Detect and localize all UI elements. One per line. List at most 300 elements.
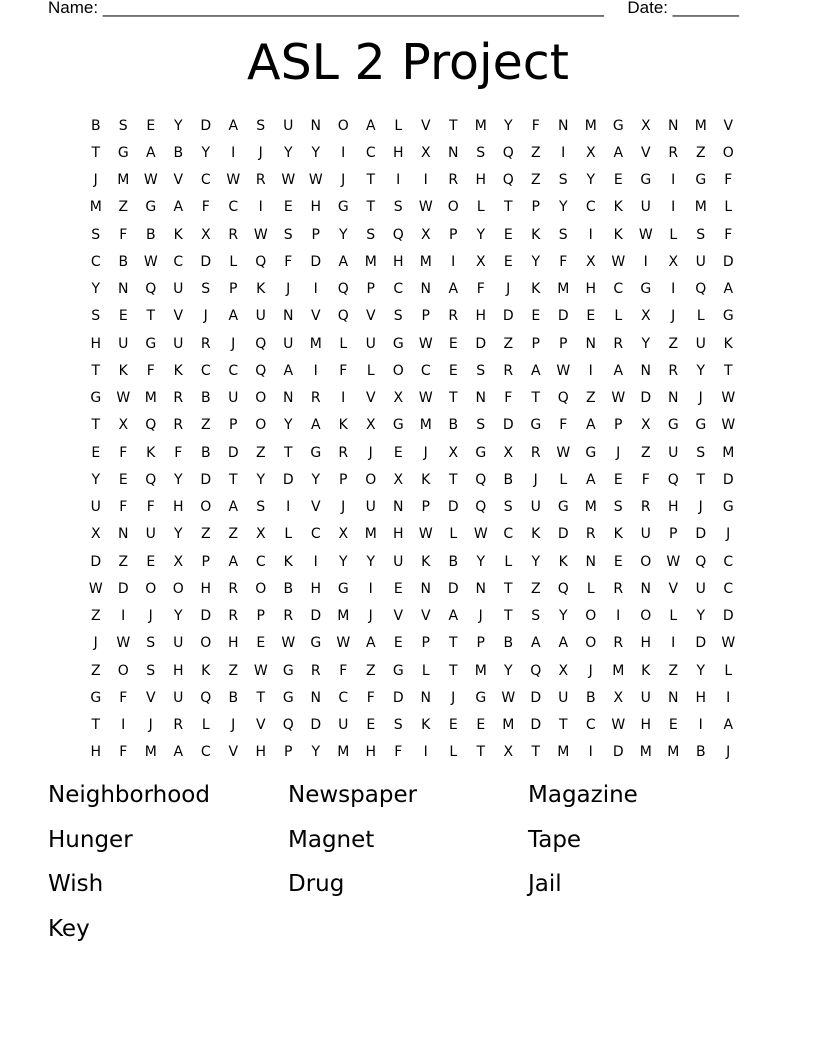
grid-letter: D (722, 471, 734, 488)
grid-letter: R (613, 580, 624, 597)
grid-letter: X (90, 526, 101, 543)
grid-letter: K (613, 199, 623, 216)
grid-letter: W (638, 226, 653, 243)
word-search-grid (82, 112, 742, 766)
grid-letter: W (418, 526, 433, 543)
grid-letter: Q (392, 226, 404, 243)
grid-letter: U (283, 117, 294, 134)
grid-letter: M (694, 117, 707, 134)
grid-letter: C (310, 526, 321, 543)
grid-letter: X (503, 444, 514, 461)
date-label: Date: (627, 0, 669, 17)
grid-letter: C (200, 744, 211, 761)
grid-letter: V (228, 744, 239, 761)
grid-letter: J (203, 308, 208, 325)
grid-letter: L (339, 335, 348, 352)
grid-letter: N (558, 117, 569, 134)
grid-letter: K (421, 471, 431, 488)
grid-letter: B (695, 744, 706, 761)
grid-letter: H (227, 635, 239, 652)
grid-letter: G (282, 662, 294, 679)
grid-letter: L (724, 662, 733, 679)
grid-letter: T (91, 717, 101, 734)
grid-letter: A (173, 199, 184, 216)
grid-letter: S (118, 117, 128, 134)
grid-letter: P (256, 608, 265, 625)
grid-letter: S (256, 499, 266, 516)
grid-letter: S (201, 281, 211, 298)
grid-letter: U (668, 444, 679, 461)
grid-letter: Y (696, 362, 706, 379)
grid-letter: D (200, 253, 212, 270)
grid-letter: P (449, 226, 458, 243)
grid-letter: M (584, 499, 597, 516)
grid-letter: G (695, 172, 707, 189)
grid-letter: B (448, 553, 459, 570)
grid-letter: V (420, 117, 431, 134)
grid-letter: W (611, 717, 626, 734)
grid-letter: Y (91, 471, 101, 488)
grid-letter: V (310, 499, 321, 516)
grid-letter: F (119, 499, 128, 516)
grid-letter: U (118, 335, 129, 352)
grid-letter: D (557, 526, 569, 543)
grid-letter: C (90, 253, 101, 270)
grid-letter: X (558, 662, 569, 679)
word-list-item: Jail (528, 871, 562, 897)
grid-letter: J (286, 281, 291, 298)
grid-letter: T (503, 580, 513, 597)
grid-letter: Y (338, 226, 348, 243)
grid-letter: V (173, 172, 184, 189)
grid-letter: J (93, 172, 98, 189)
grid-letter: J (726, 526, 731, 543)
grid-letter: G (612, 117, 624, 134)
grid-letter: N (585, 553, 596, 570)
grid-letter: T (146, 308, 156, 325)
grid-letter: M (557, 744, 570, 761)
grid-letter: A (145, 144, 156, 161)
grid-letter: H (310, 199, 322, 216)
date-field[interactable]: _______ (672, 0, 739, 17)
grid-letter: G (310, 444, 322, 461)
word-list-item: Magazine (528, 782, 638, 808)
grid-letter: H (640, 635, 652, 652)
grid-letter: M (612, 662, 625, 679)
grid-letter: T (91, 362, 101, 379)
word-list-item: Hunger (48, 826, 133, 853)
grid-letter: O (585, 635, 597, 652)
grid-letter: E (393, 635, 403, 652)
grid-letter: W (418, 199, 433, 216)
grid-letter: S (146, 662, 156, 679)
grid-letter: D (722, 253, 734, 270)
grid-letter: D (640, 390, 652, 407)
grid-letter: K (723, 335, 733, 352)
grid-letter: S (91, 226, 101, 243)
grid-letter: L (669, 608, 678, 625)
grid-letter: Z (200, 526, 211, 543)
grid-letter: J (231, 717, 236, 734)
grid-letter: Y (641, 335, 651, 352)
grid-letter: H (475, 308, 487, 325)
grid-letter: Y (696, 608, 706, 625)
grid-letter: J (341, 499, 346, 516)
grid-letter: R (200, 335, 211, 352)
grid-letter: R (255, 172, 266, 189)
grid-letter: T (256, 689, 266, 706)
grid-letter: G (585, 444, 597, 461)
grid-letter: R (448, 308, 459, 325)
grid-letter: I (616, 608, 621, 625)
grid-letter: E (146, 117, 156, 134)
grid-letter: J (616, 444, 621, 461)
grid-letter: W (253, 226, 268, 243)
grid-letter: T (91, 144, 101, 161)
grid-letter: H (90, 335, 102, 352)
grid-letter: G (117, 144, 129, 161)
grid-letter: U (640, 199, 651, 216)
grid-letter: L (394, 117, 403, 134)
grid-row (82, 221, 742, 248)
grid-letter: K (558, 553, 568, 570)
grid-letter: O (585, 608, 597, 625)
grid-letter: M (364, 253, 377, 270)
grid-letter: S (696, 444, 706, 461)
grid-letter: A (338, 253, 349, 270)
grid-letter: N (475, 580, 486, 597)
grid-letter: L (284, 526, 293, 543)
grid-letter: N (640, 580, 651, 597)
grid-letter: M (337, 608, 350, 625)
grid-letter: Z (118, 553, 129, 570)
grid-letter: Z (90, 608, 101, 625)
grid-letter: Q (337, 308, 349, 325)
grid-letter: D (447, 580, 459, 597)
grid-letter: I (588, 226, 593, 243)
grid-letter: W (611, 390, 626, 407)
grid-letter: H (475, 172, 487, 189)
grid-letter: A (530, 635, 541, 652)
grid-letter: U (228, 390, 239, 407)
grid-letter: W (666, 553, 681, 570)
grid-letter: N (668, 689, 679, 706)
grid-letter: Z (118, 199, 129, 216)
grid-letter: D (200, 471, 212, 488)
grid-letter: J (671, 308, 676, 325)
grid-letter: T (448, 390, 458, 407)
grid-row (82, 303, 742, 330)
grid-letter: C (173, 253, 184, 270)
grid-letter: B (200, 390, 211, 407)
grid-letter: X (255, 526, 266, 543)
grid-letter: Q (255, 253, 267, 270)
grid-letter: N (420, 580, 431, 597)
grid-letter: F (724, 172, 733, 189)
grid-letter: Y (696, 662, 706, 679)
grid-letter: Y (91, 281, 101, 298)
grid-letter: F (201, 199, 210, 216)
name-field[interactable]: _____________________________________________________ (102, 0, 604, 17)
word-list-item: Key (48, 915, 90, 942)
grid-letter: E (476, 717, 486, 734)
grid-letter: B (145, 226, 156, 243)
grid-letter: E (503, 226, 513, 243)
grid-letter: D (447, 499, 459, 516)
grid-letter: Y (503, 662, 513, 679)
grid-row (82, 521, 742, 548)
grid-letter: R (668, 362, 679, 379)
grid-letter: J (423, 444, 428, 461)
grid-letter: K (641, 662, 651, 679)
grid-letter: Y (283, 144, 293, 161)
grid-letter: W (281, 635, 296, 652)
grid-letter: T (448, 635, 458, 652)
grid-letter: J (258, 144, 263, 161)
grid-letter: U (695, 253, 706, 270)
grid-letter: I (341, 144, 346, 161)
grid-row (82, 739, 742, 766)
grid-letter: A (365, 117, 376, 134)
grid-letter: U (640, 689, 651, 706)
grid-row (82, 603, 742, 630)
grid-letter: J (368, 444, 373, 461)
grid-letter: B (585, 689, 596, 706)
grid-letter: I (451, 253, 456, 270)
grid-row (82, 548, 742, 575)
grid-letter: M (117, 172, 130, 189)
grid-letter: O (640, 608, 652, 625)
grid-letter: D (695, 526, 707, 543)
grid-letter: V (255, 717, 266, 734)
grid-letter: E (448, 362, 458, 379)
grid-letter: M (474, 662, 487, 679)
grid-letter: T (696, 471, 706, 488)
grid-letter: X (118, 417, 129, 434)
grid-letter: G (722, 308, 734, 325)
grid-letter: R (503, 362, 514, 379)
grid-letter: J (148, 717, 153, 734)
grid-letter: G (557, 499, 569, 516)
grid-letter: R (338, 444, 349, 461)
grid-letter: D (227, 444, 239, 461)
grid-letter: C (200, 172, 211, 189)
grid-letter: O (365, 471, 377, 488)
grid-letter: D (502, 417, 514, 434)
grid-letter: Q (255, 362, 267, 379)
grid-letter: I (121, 608, 126, 625)
grid-letter: N (310, 117, 321, 134)
grid-letter: I (286, 499, 291, 516)
grid-letter: V (723, 117, 734, 134)
grid-letter: X (475, 253, 486, 270)
grid-letter: T (366, 172, 376, 189)
grid-letter: L (696, 308, 705, 325)
grid-letter: A (723, 281, 734, 298)
grid-row (82, 194, 742, 221)
grid-row (82, 575, 742, 602)
grid-letter: M (144, 390, 157, 407)
grid-letter: B (503, 635, 514, 652)
grid-letter: W (556, 362, 571, 379)
grid-letter: N (310, 689, 321, 706)
grid-letter: W (143, 172, 158, 189)
grid-letter: F (559, 417, 568, 434)
grid-letter: Y (558, 199, 568, 216)
grid-letter: U (90, 499, 101, 516)
grid-letter: D (530, 717, 542, 734)
grid-letter: W (418, 335, 433, 352)
grid-letter: E (531, 308, 541, 325)
grid-row (82, 276, 742, 303)
grid-letter: R (640, 499, 651, 516)
grid-letter: Y (283, 417, 293, 434)
grid-letter: D (310, 717, 322, 734)
grid-letter: N (448, 144, 459, 161)
grid-letter: S (366, 226, 376, 243)
grid-letter: M (639, 744, 652, 761)
grid-letter: R (228, 580, 239, 597)
grid-letter: G (145, 335, 157, 352)
grid-letter: G (90, 689, 102, 706)
grid-letter: R (668, 144, 679, 161)
grid-letter: L (724, 199, 733, 216)
grid-letter: C (503, 526, 514, 543)
word-list-item: Tape (528, 826, 582, 853)
grid-letter: D (530, 689, 542, 706)
grid-letter: A (228, 117, 239, 134)
word-list-item: Wish (48, 871, 104, 897)
grid-letter: I (368, 580, 373, 597)
header-line (48, 0, 739, 18)
grid-letter: W (473, 526, 488, 543)
grid-letter: F (504, 390, 513, 407)
grid-letter: N (283, 308, 294, 325)
grid-letter: Z (228, 526, 239, 543)
grid-letter: Y (558, 608, 568, 625)
grid-letter: F (366, 689, 375, 706)
word-list-item: Neighborhood (48, 782, 210, 808)
grid-letter: Y (173, 117, 183, 134)
grid-letter: A (613, 144, 624, 161)
grid-letter: I (588, 744, 593, 761)
grid-letter: W (721, 390, 736, 407)
grid-letter: F (476, 281, 485, 298)
grid-letter: S (393, 717, 403, 734)
grid-letter: G (392, 417, 404, 434)
grid-letter: S (283, 226, 293, 243)
grid-letter: Z (530, 144, 541, 161)
grid-letter: W (556, 444, 571, 461)
grid-letter: T (228, 471, 238, 488)
grid-letter: I (726, 689, 731, 706)
grid-letter: O (255, 390, 267, 407)
grid-letter: I (671, 172, 676, 189)
grid-letter: J (588, 662, 593, 679)
grid-letter: Q (282, 717, 294, 734)
grid-letter: H (365, 744, 377, 761)
grid-letter: T (366, 199, 376, 216)
grid-letter: U (145, 526, 156, 543)
grid-letter: G (475, 444, 487, 461)
grid-letter: G (310, 635, 322, 652)
grid-letter: E (448, 717, 458, 734)
grid-letter: C (393, 281, 404, 298)
grid-letter: Q (695, 553, 707, 570)
grid-letter: R (585, 526, 596, 543)
grid-letter: Z (228, 662, 239, 679)
grid-letter: Q (255, 335, 267, 352)
grid-letter: C (255, 553, 266, 570)
grid-letter: Q (475, 499, 487, 516)
grid-letter: Y (503, 117, 513, 134)
grid-letter: W (226, 172, 241, 189)
grid-letter: A (365, 635, 376, 652)
grid-letter: X (420, 144, 431, 161)
word-list-item: Drug (288, 871, 345, 897)
grid-letter: U (640, 526, 651, 543)
grid-letter: E (283, 199, 293, 216)
grid-letter: M (584, 117, 597, 134)
grid-letter: X (365, 417, 376, 434)
grid-letter: W (721, 635, 736, 652)
grid-letter: S (476, 417, 486, 434)
grid-letter: Y (201, 144, 211, 161)
grid-letter: R (310, 662, 321, 679)
grid-letter: F (284, 253, 293, 270)
grid-letter: N (393, 499, 404, 516)
grid-letter: X (393, 390, 404, 407)
grid-letter: X (668, 253, 679, 270)
grid-letter: M (364, 526, 377, 543)
grid-letter: G (722, 499, 734, 516)
grid-letter: T (448, 471, 458, 488)
grid-letter: E (91, 444, 101, 461)
grid-letter: T (448, 117, 458, 134)
grid-letter: Y (586, 172, 596, 189)
grid-letter: Y (531, 553, 541, 570)
grid-letter: M (419, 417, 432, 434)
grid-letter: U (695, 335, 706, 352)
grid-letter: E (613, 172, 623, 189)
grid-letter: E (366, 717, 376, 734)
word-list-item: Magnet (288, 826, 375, 853)
grid-letter: S (503, 499, 513, 516)
grid-letter: I (671, 281, 676, 298)
grid-letter: I (588, 362, 593, 379)
grid-letter: R (173, 717, 184, 734)
grid-letter: K (256, 281, 266, 298)
grid-letter: Y (311, 144, 321, 161)
grid-letter: P (311, 226, 320, 243)
grid-letter: Z (668, 335, 679, 352)
grid-letter: Y (366, 553, 376, 570)
grid-letter: Y (173, 608, 183, 625)
grid-letter: U (255, 308, 266, 325)
grid-letter: F (119, 689, 128, 706)
grid-letter: E (118, 471, 128, 488)
grid-letter: M (667, 744, 680, 761)
grid-letter: B (90, 117, 101, 134)
grid-letter: U (558, 689, 569, 706)
grid-row (82, 139, 742, 166)
grid-letter: Z (530, 172, 541, 189)
grid-letter: H (255, 744, 267, 761)
grid-letter: N (475, 390, 486, 407)
grid-letter: Z (640, 444, 651, 461)
grid-letter: D (200, 117, 212, 134)
grid-letter: Q (667, 471, 679, 488)
